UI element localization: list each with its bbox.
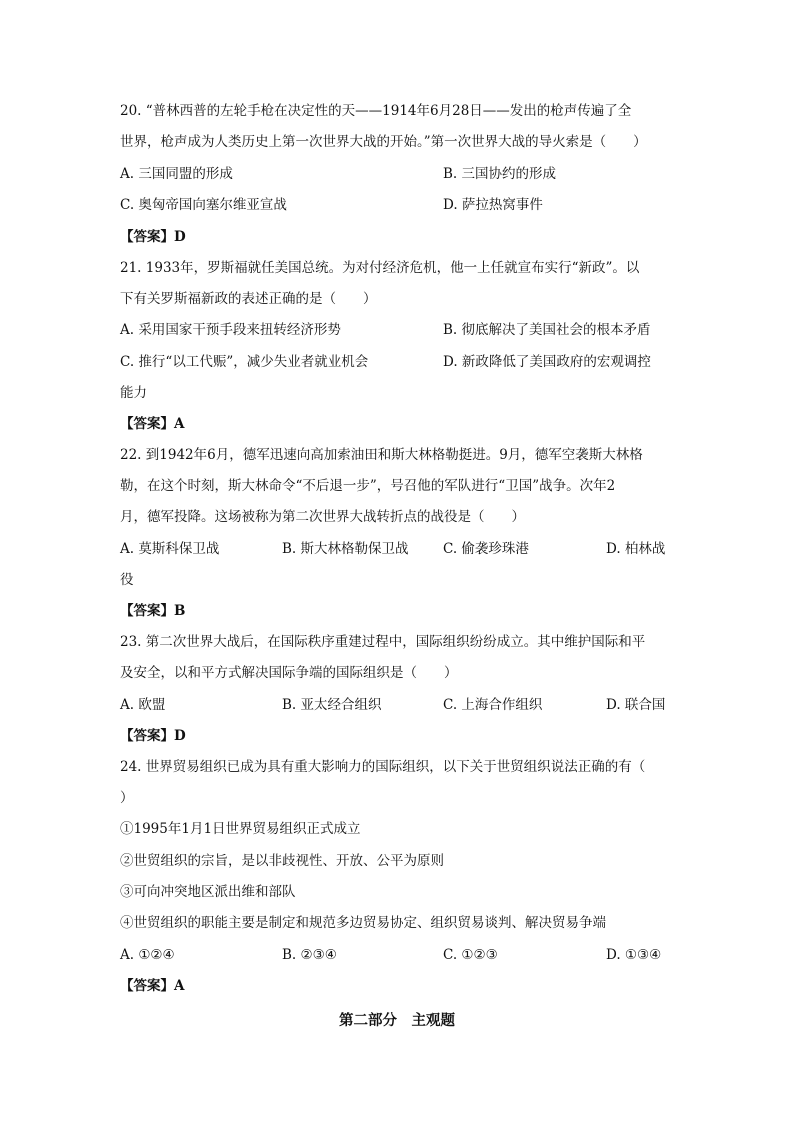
- q20-option-a: A. 三国同盟的形成: [120, 166, 233, 182]
- q20-option-b: B. 三国协约的形成: [443, 166, 557, 182]
- q22-option-c: C. 偷袭珍珠港: [443, 541, 529, 557]
- q22-answer: 【答案】B: [120, 603, 186, 619]
- q24-statement-2: ②世贸组织的宗旨，是以非歧视性、开放、公平为原则: [120, 853, 444, 869]
- q21-option-d-wrap: 能力: [120, 385, 147, 401]
- q24-stem-line-1: 24. 世界贸易组织已成为具有重大影响力的国际组织，以下关于世贸组织说法正确的有（: [120, 759, 646, 775]
- q24-answer: 【答案】A: [120, 978, 185, 994]
- q21-stem-line-1: 21. 1933年，罗斯福就任美国总统。为对付经济危机，他一上任就宣布实行“新政”。以: [120, 260, 640, 276]
- q24-statement-3: ③可向冲突地区派出维和部队: [120, 884, 296, 900]
- q23-option-b: B. 亚太经合组织: [282, 697, 382, 713]
- q20-option-d: D. 萨拉热窝事件: [443, 197, 543, 213]
- q24-option-a: A. ①②④: [120, 947, 175, 963]
- q20-option-c: C. 奥匈帝国向塞尔维亚宣战: [120, 197, 287, 213]
- q22-option-a: A. 莫斯科保卫战: [120, 541, 220, 557]
- q21-option-b: B. 彻底解决了美国社会的根本矛盾: [443, 322, 651, 338]
- q20-answer: 【答案】D: [120, 229, 186, 245]
- q21-option-a: A. 采用国家干预手段来扭转经济形势: [120, 322, 341, 338]
- q22-stem-line-3: 月，德军投降。这场被称为第二次世界大战转折点的战役是（ ）: [120, 509, 525, 525]
- q24-stem-line-2: ）: [120, 790, 134, 806]
- q20-stem-line-2: 世界，枪声成为人类历史上第一次世界大战的开始。”第一次世界大战的导火索是（ ）: [120, 134, 647, 150]
- q20-stem-line-1: 20. “普林西普的左轮手枪在决定性的天——1914年6月28日——发出的枪声传遍了全: [120, 103, 632, 119]
- q23-stem-line-2: 及安全，以和平方式解决国际争端的国际组织是（ ）: [120, 665, 458, 681]
- section-heading: 第二部分 主观题: [339, 1013, 455, 1029]
- q23-stem-line-1: 23. 第二次世界大战后，在国际秩序重建过程中，国际组织纷纷成立。其中维护国际和平: [120, 634, 646, 650]
- q23-option-d: D. 联合国: [606, 697, 666, 713]
- q22-option-b: B. 斯大林格勒保卫战: [282, 541, 409, 557]
- q22-option-d: D. 柏林战: [606, 541, 666, 557]
- q21-option-c: C. 推行“以工代赈”，减少失业者就业机会: [120, 354, 369, 370]
- q24-option-c: C. ①②③: [443, 947, 498, 963]
- q23-option-c: C. 上海合作组织: [443, 697, 543, 713]
- q22-stem-line-2: 勒，在这个时刻，斯大林命令“不后退一步”，号召他的军队进行“卫国”战争。次年2: [120, 478, 616, 494]
- q23-answer: 【答案】D: [120, 728, 186, 744]
- q22-stem-line-1: 22. 到1942年6月，德军迅速向高加索油田和斯大林格勒挺进。9月，德军空袭斯大林格: [120, 447, 643, 463]
- q21-answer: 【答案】A: [120, 416, 185, 432]
- q22-option-d-wrap: 役: [120, 572, 134, 588]
- q21-option-d: D. 新政降低了美国政府的宏观调控: [443, 354, 651, 370]
- q23-option-a: A. 欧盟: [120, 697, 166, 713]
- q24-option-d: D. ①③④: [606, 947, 662, 963]
- q21-stem-line-2: 下有关罗斯福新政的表述正确的是（ ）: [120, 291, 377, 307]
- q24-statement-1: ①1995年1月1日世界贸易组织正式成立: [120, 821, 361, 837]
- q24-statement-4: ④世贸组织的职能主要是制定和规范多边贸易协定、组织贸易谈判、解决贸易争端: [120, 915, 606, 931]
- q24-option-b: B. ②③④: [282, 947, 337, 963]
